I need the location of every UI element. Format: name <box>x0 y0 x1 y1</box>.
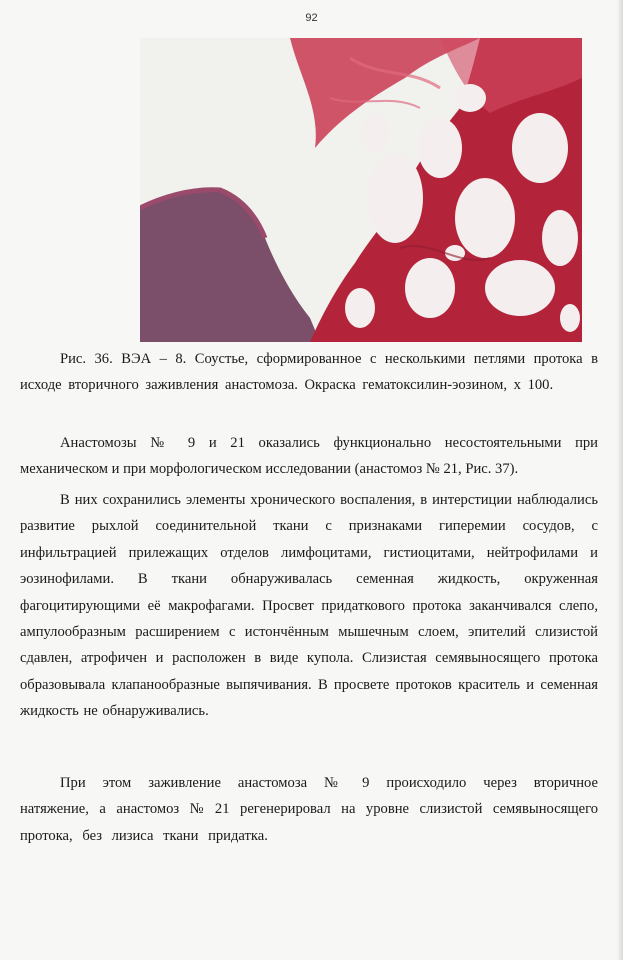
figure-caption: Рис. 36. ВЭА – 8. Соустье, сформированное с несколькими петлями протока в исходе вторичного заживления анастомоза. Окраска гематоксилин-эозином, х 100. <box>20 351 598 394</box>
paragraph-2-block <box>20 487 598 725</box>
duct-lumen <box>361 113 389 153</box>
paragraph: Анастомозы № 9 и 21 оказались функционально несостоятельными при механическом и при морфологическом исследовании (анастомоз № 21, Рис. 37). <box>20 435 598 478</box>
paragraph-1-block <box>20 430 598 483</box>
duct-lumen <box>455 178 515 258</box>
micrograph-drawing <box>140 38 582 342</box>
duct-lumen <box>345 288 375 328</box>
duct-lumen <box>405 258 455 318</box>
figure-caption-block <box>20 346 598 399</box>
histology-micrograph <box>140 38 582 342</box>
duct-lumen <box>485 260 555 316</box>
page-number: 92 <box>305 12 318 24</box>
page-edge-shadow <box>617 0 623 960</box>
paragraph-3-block <box>20 770 598 849</box>
duct-lumen <box>367 153 423 243</box>
duct-lumen <box>418 118 462 178</box>
paragraph: В них сохранились элементы хронического воспаления, в интерстиции наблюдались развитие рыхлой соединительной ткани с признаками гиперемии сосудов, с инфильтрацией прилежащих отделов лимфоцитами, гистиоцитами, нейтрофилами и эозинофилами. В ткани обнаруживалась семенная жидкость, окруженная фагоцитирующими её макрофагами. Просвет придаткового протока заканчивался слепо, ампулообразным расширением с истончённым мышечным слоем, эпителий слизистой сдавлен, атрофичен и расположен в виде купола. Слизистая семявыносящего протока образовывала клапанообразные выпячивания. В просвете протоков краситель и семенная жидкость не обнаруживались. <box>20 492 598 720</box>
small-lumen <box>560 304 580 332</box>
paragraph: При этом заживление анастомоза № 9 происходило через вторичное натяжение, а анастомоз № 21 регенерировал на уровне слизистой семявыносящего протока, без лизиса ткани придатка. <box>20 775 598 844</box>
duct-lumen <box>454 84 486 112</box>
duct-lumen <box>512 113 568 183</box>
duct-lumen <box>542 210 578 266</box>
